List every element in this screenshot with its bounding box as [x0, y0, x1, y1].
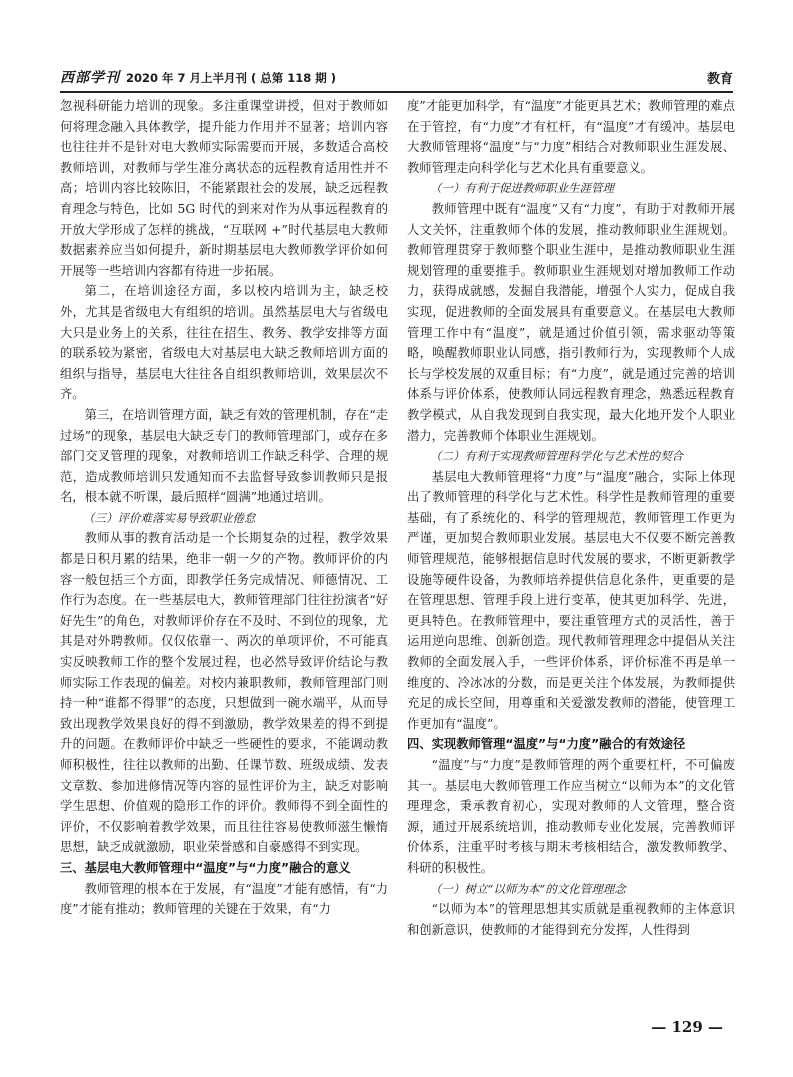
- body-paragraph: 教师管理中既有“温度”又有“力度”，有助于对教师开展人文关怀，注重教师个体的发展，推动教师职业生涯规划。教师管理贯穿于教师整个职业生涯中，是推动教师职业生涯规划管理的重要推手。教师职业生涯规划对增加教师工作动力，获得成就感，发掘自我潜能，增强个人实力，促成自我实现，促进教师的全面发展具有重要意义。在基层电大教师管理工作中有“温度”，就是通过价值引领，需求驱动等策略，唤醒教师职业认同感，指引教师行为，实现教师个人成长与学校发展的双重目标；有“力度”，就是通过完善的培训体系与评价体系，使教师认同远程教育理念，熟悉远程教育教学模式，从自我发现到自我实现，最大化地开发个人职业潜力，完善教师个体职业生涯规划。: [407, 201, 735, 443]
- body-paragraph: 基层电大教师管理将“力度”与“温度”融合，实际上体现出了教师管理的科学化与艺术性。科学性是教师管理的重要基础，有了系统化的、科学的管理规范，教师管理工作更为严谨，更加契合教师职业发展。基层电大不仅要不断完善教师管理规范，能够根据信息时代发展的要求，不断更新教学设施等硬件设备，为教师培养提供信息化条件，更重要的是在管理思想、管理手段上进行变革，使其更加科学、先进，更具特色。在教师管理中，要注重管理方式的灵活性，善于运用逆向思维、创新创造。现代教师管理理念中提倡从关注教师的全面发展入手，一些评价体系，评价标准不再是单一维度的、冷冰冰的分数，而是更关注个体发展，为教师提供充足的成长空间，用尊重和关爱激发教师的潜能，使管理工作更加有“温度”。: [407, 469, 735, 731]
- journal-name: 西部学刊: [60, 70, 120, 86]
- page-number: — 129 —: [651, 1018, 723, 1036]
- subsection-heading: （一）有利于促进教师职业生涯管理: [430, 181, 614, 196]
- body-paragraph: 教师管理的根本在于发展，有“温度”才能有感情，有“力度”才能有推动；教师管理的关键在于效果，有“力: [60, 881, 388, 917]
- section-heading: 四、实现教师管理“温度”与“力度”融合的有效途径: [407, 737, 686, 752]
- page-header: [60, 63, 733, 93]
- body-paragraph: 教师从事的教育活动是一个长期复杂的过程，教学效果都是日积月累的结果，绝非一朝一夕的产物。教师评价的内容一般包括三个方面，即教学任务完成情况、师德情况、工作行为态度。在一些基层电大，教师管理部门往往扮演者“好好先生”的角色，对教师评价存在不及时、不到位的现象，尤其是对外聘教师。仅仅依靠一、两次的单项评价，不可能真实反映教师工作的整个发展过程，也必然导致评价结论与教师实际工作表现的偏差。对校内兼职教师，教师管理部门则持一种“谁都不得罪”的态度，只想做到一碗水端平，从而导致出现教学效果良好的得不到激励，教学效果差的得不到提升的问题。在教师评价中缺乏一些硬性的要求，不能调动教师积极性，往往以教师的出勤、任课节数、班级成绩、发表文章数、参加进修情况等内容的显性评价为主，缺乏对影响学生思想、价值观的隐形工作的评价。教师得不到全面性的评价，不仅影响着教学效果，而且往往容易使教师滋生懒惰思想，缺乏成就激励，职业荣誉感和自豪感得不到实现。: [60, 531, 388, 855]
- right-column: [407, 96, 735, 1026]
- left-column: [60, 96, 388, 1026]
- subsection-heading: （二）有利于实现教师管理科学化与艺术性的契合: [430, 449, 683, 464]
- body-paragraph: 度”才能更加科学，有“温度”才能更具艺术；教师管理的难点在于管控，有“力度”才有杠杆，有“温度”才有缓冲。基层电大教师管理将“温度”与“力度”相结合对教师职业生涯发展、教师管理走向科学化与艺术化具有重要意义。: [407, 99, 735, 175]
- body-paragraph: “温度”与“力度”是教师管理的两个重要杠杆，不可偏废其一。基层电大教师管理工作应当树立“以师为本”的文化管理理念，秉承教育初心，实现对教师的人文管理，整合资源，通过开展系统培训，推动教师专业化发展，完善教师评价体系，注重平时考核与期末考核相结合，激发教师教学、科研的积极性。: [407, 758, 735, 875]
- body-paragraph: 忽视科研能力培训的现象。多注重课堂讲授，但对于教师如何将理念融入具体教学，提升能力作用并不显著；培训内容也往往并不是针对电大教师实际需要而开展，多数适合高校教师培训，对教师与学生准分离状态的远程教育适用性并不高；培训内容比较陈旧，不能紧跟社会的发展，缺乏远程教育理念与特色，比如 5G 时代的到来对作为从事远程教育的开放大学形成了怎样的挑战，“互联网 +”时代基层电大教师数据素养应当如何提升，新时期基层电大教师教学评价如何开展等一些培训内容都有待进一步拓展。: [60, 99, 388, 278]
- header-left: [60, 67, 336, 87]
- article-body: [60, 96, 735, 1026]
- section-heading: 三、基层电大教师管理中“温度”与“力度”融合的意义: [60, 860, 351, 875]
- body-paragraph: 第三，在培训管理方面，缺乏有效的管理机制，存在“走过场”的现象，基层电大缺乏专门的教师管理部门，或存在多部门交叉管理的现象，对教师培训工作缺乏科学、合理的规范，造成教师培训只发通知而不去监督导致参训教师只是报名，根本就不听课，最后照样“圆满”地通过培训。: [60, 407, 388, 505]
- subsection-heading: （一）树立“以师为本”的文化管理理念: [430, 881, 626, 896]
- body-paragraph: “以师为本”的管理思想其实质就是重视教师的主体意识和创新意识，使教师的才能得到充分发挥，人性得到: [407, 902, 735, 937]
- section-tag: 教育: [706, 72, 733, 87]
- body-paragraph: 第二，在培训途径方面，多以校内培训为主，缺乏校外，尤其是省级电大有组织的培训。虽然基层电大与省级电大只是业务上的关系，往往在招生、教务、教学安排等方面的联系较为紧密，省级电大对基层电大缺乏教师培训方面的组织与指导，基层电大往往各自组织教师培训，效果层次不齐。: [60, 284, 388, 402]
- issue-info: 2020 年 7 月上半月刊 ( 总第 118 期 ): [126, 71, 337, 85]
- subsection-heading: （三）评价难落实易导致职业倦怠: [83, 510, 256, 525]
